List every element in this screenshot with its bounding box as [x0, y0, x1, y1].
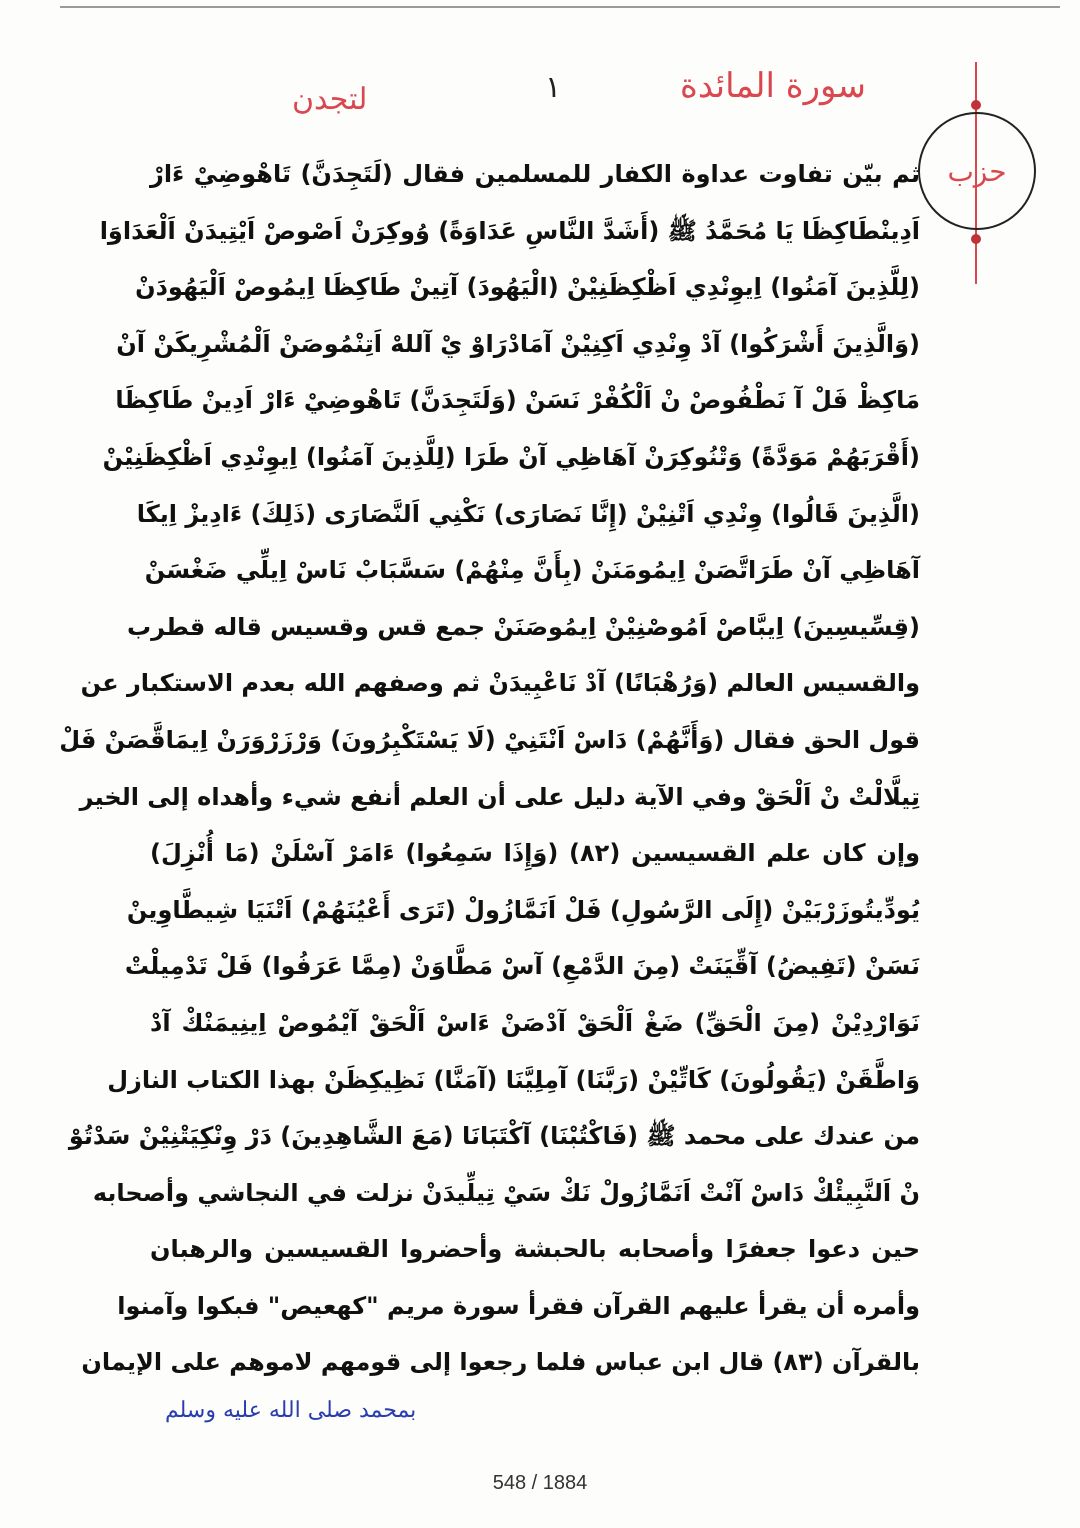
- text-line: نْ اَلنَّبِيئْكْ دَاسْ آنْتْ اَنَمَّازُولْ نَكْ سَيْ تِيلِّيدَنْ نزلت في النجاشي وأصحابه: [92, 1178, 920, 1207]
- margin-word: لتجدن: [292, 82, 368, 117]
- page-number: 548 / 1884: [492, 1472, 588, 1494]
- text-line: وأمره أن يقرأ عليهم القرآن فقرأ سورة مريم "كهعيص" فبكوا وآمنوا: [117, 1291, 920, 1320]
- margin-dot: [971, 100, 981, 110]
- top-rule: [60, 6, 1060, 8]
- text-line: اَدِينْطَاكِظَا يَا مُحَمَّدُ ﷺ (أَشَدَّ النَّاسِ عَدَاوَةً) وُوكِرَنْ اَصْوصْ اَيْتِيدَنْ اَلْعَدَاوَا: [99, 216, 920, 245]
- text-line: من عندك على محمد ﷺ (فَاكْتُبْنَا) آكْتَبَانَا (مَعَ الشَّاهِدِينَ) دَرْ وِنْكِيَتْنِيْنْ سَدْتُوْ: [68, 1122, 920, 1151]
- text-line: (قِسِّيسِينَ) اِيبَّاصْ اَمُوصْنِيْنْ اِيمُوصَنَنْ جمع قس وقسيس قاله قطرب: [127, 612, 920, 641]
- text-line: والقسيس العالم (وَرُهْبَانًا) آدْ نَاعْبِيدَنْ ثم وصفهم الله بعدم الاستكبار عن: [80, 669, 920, 698]
- text-line: بالقرآن (٨٣) قال ابن عباس فلما رجعوا إلى قومهم لاموهم على الإيمان: [81, 1348, 920, 1377]
- text-line: (لِلَّذِينَ آمَنُوا) اِيوِنْدِي اَظْكِظَنِيْنْ (الْيَهُودَ) آتِينْ طَاكِظَا اِيمُوصْ اَلْيَهُودَنْ: [135, 273, 920, 302]
- text-line: يُودِّيتُوزَرْبَيْنْ (إِلَى الرَّسُولِ) فَلْ اَنَمَّازُولْ (تَرَى أَعْيُنَهُمْ) اَتْنَيَا شِيطَّاوِينْ: [126, 895, 920, 924]
- text-line: وَاطَّقَنْ (يَقُولُونَ) كَاتِّيْنْ (رَبَّنَا) آمِلِيَّنَا (آمَنَّا) نَظِيكِظَنْ بهذا الكتاب النازل: [107, 1065, 920, 1094]
- margin-dot: [971, 234, 981, 244]
- text-line: آهَاظِي آنْ طَرَاتَّصَنْ اِيمُومَنَنْ (بِأَنَّ مِنْهُمْ) سَسَّبَابْ نَاسْ اِيلِّي ضَغْسَنْ: [144, 556, 920, 585]
- hizb-label: حزب: [947, 154, 1007, 188]
- text-line: وإن كان علم القسيسين (٨٢) (وَإِذَا سَمِعُوا) ءَامَرْ آسْلَنْ (مَا أُنْزِلَ): [150, 839, 921, 868]
- text-line: نَسَنْ (تَفِيضُ) آقِّيَنَتْ (مِنَ الدَّمْعِ) آسْ مَطَّاوَنْ (مِمَّا عَرَفُوا) فَلْ تَدْمِيلْتْ: [124, 952, 920, 981]
- text-line: تِيلَّالْتْ نْ اَلْحَقْ وفي الآية دليل على أن العلم أنفع شيء وأهداه إلى الخير: [79, 782, 920, 811]
- text-line: نَوَارْدِيْنْ (مِنَ الْحَقِّ) ضَغْ اَلْحَقْ آدْصَنْ ءَاسْ اَلْحَقْ آيْمُوصْ اِينِيمَنْكْ آدْ: [150, 1008, 920, 1037]
- page-marker: ١: [545, 70, 562, 105]
- surah-title: سورة المائدة: [680, 66, 867, 106]
- body-text: [59, 146, 921, 1391]
- text-line: ثم بيّن تفاوت عداوة الكفار للمسلمين فقال (لَتَجِدَنَّ) تَاهْوضِيْ ءَارْ: [150, 160, 920, 188]
- text-line: قول الحق فقال (وَأَنَّهُمْ) دَاسْ اَنْتَنِيْ (لَا يَسْتَكْبِرُونَ) وَرْزَرْوَرَنْ اِيمَاقَّصَنْ فَلْ: [59, 725, 920, 754]
- text-line: (الَّذِينَ قَالُوا) وِنْدِي اَتْنِيْنْ (إِنَّا نَصَارَى) نَكْنِي اَلنَّصَارَى (ذَلِكَ) ءَادِيزْ اِيكَا: [136, 499, 920, 528]
- text-line: (أَقْرَبَهُمْ مَوَدَّةً) وَتْنُوكِرَنْ آهَاظِي آنْ طَرَا (لِلَّذِينَ آمَنُوا) اِيوِنْدِي اَظْكِظَنِيْنْ: [102, 442, 920, 471]
- text-line: (وَالَّذِينَ أَشْرَكُوا) آدْ وِنْدِي اَكِنِيْنْ آمَادْرَاوْ يْ آللهْ اَتِنْمُوصَنْ اَلْمُشْرِيكَنْ آنْ: [116, 329, 920, 358]
- text-line: حين دعوا جعفرًا وأصحابه بالحبشة وأحضروا القسيسين والرهبان: [150, 1235, 920, 1264]
- hizb-marker: [918, 112, 1036, 230]
- footnote: بمحمد صلى الله عليه وسلم: [165, 1398, 417, 1423]
- text-line: مَاكِظْ فَلْ آ نَطْفُوصْ نْ اَلْكُفْرْ نَسَنْ (وَلَتَجِدَنَّ) تَاهْوضِيْ ءَارْ اَدِينْ طَاكِظَا: [115, 386, 920, 415]
